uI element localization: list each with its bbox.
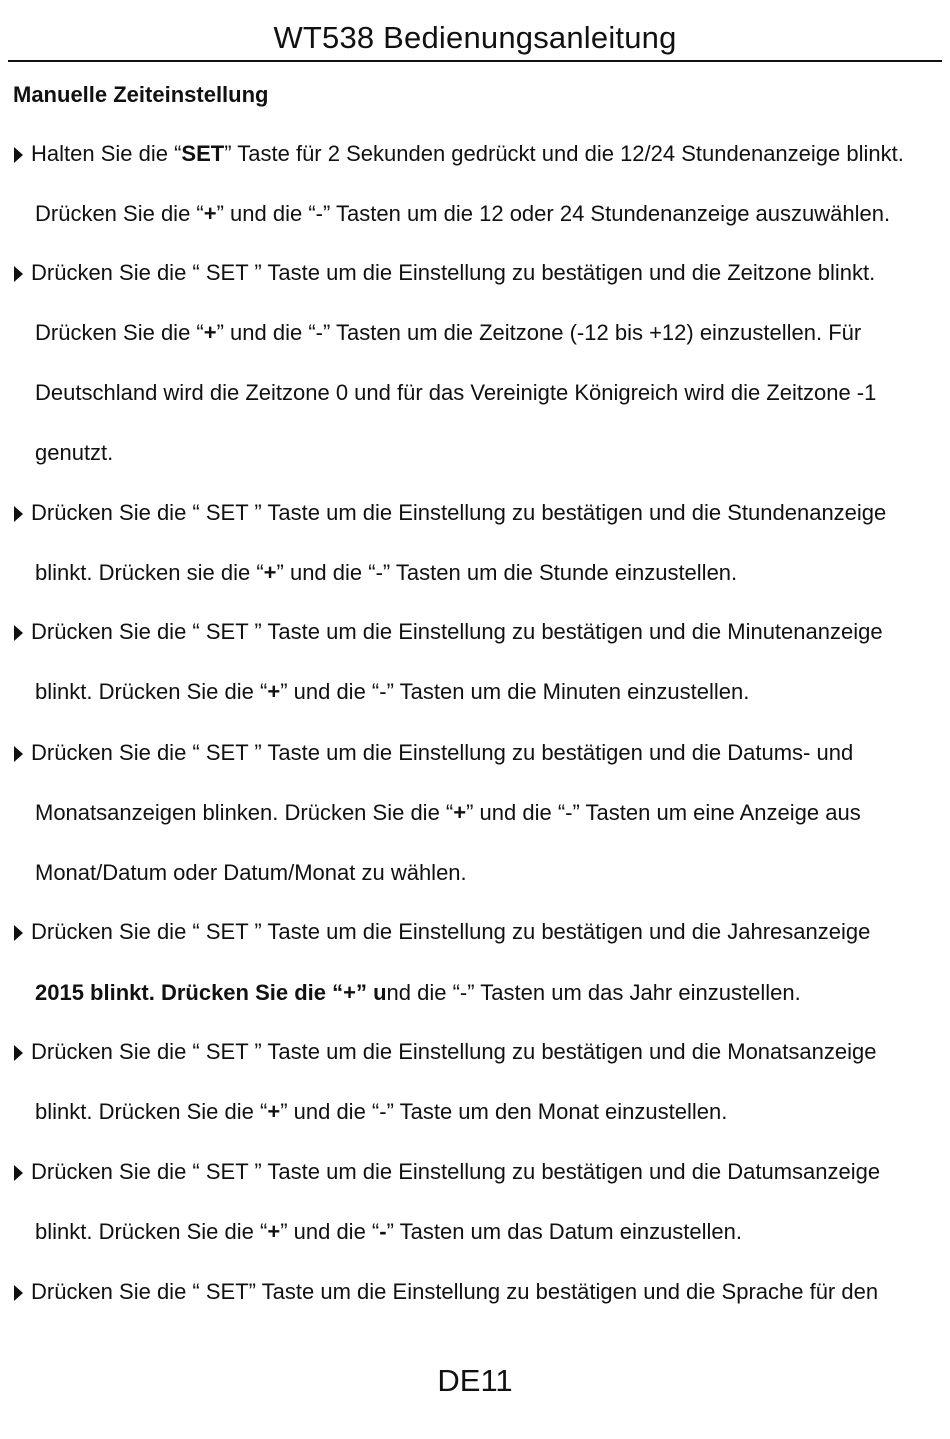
instruction-line xyxy=(35,978,801,1008)
emphasis-text: SET xyxy=(181,141,225,166)
line-text: Drücken Sie die “ SET ” Taste um die Einstellung zu bestätigen und die Datums- und xyxy=(31,740,854,765)
line-text: blinkt. Drücken Sie die “ xyxy=(35,1099,268,1124)
line-text: Drücken Sie die “ SET ” Taste um die Einstellung zu bestätigen und die Stundenanzeige xyxy=(31,500,887,525)
line-text: ” Taste für 2 Sekunden gedrückt und die 12/24 Stundenanzeige blinkt. xyxy=(224,141,904,166)
line-text: Deutschland wird die Zeitzone 0 und für das Vereinigte Königreich wird die Zeitzone -1 xyxy=(35,380,877,405)
triangle-bullet-icon xyxy=(14,1165,23,1181)
line-text: Drücken Sie die “ SET” Taste um die Einstellung zu bestätigen und die Sprache für den xyxy=(31,1279,879,1304)
page-header xyxy=(8,18,942,62)
page-title: WT538 Bedienungsanleitung xyxy=(273,20,677,55)
line-text: blinkt. Drücken sie die “ xyxy=(35,560,264,585)
line-text: Drücken Sie die “ SET ” Taste um die Einstellung zu bestätigen und die Jahresanzeige xyxy=(31,919,871,944)
triangle-bullet-icon xyxy=(14,1285,23,1301)
instruction-line xyxy=(35,438,113,468)
instruction-line-bullet xyxy=(14,498,886,528)
instruction-line xyxy=(35,558,737,588)
line-text: ” und die “-” Tasten um die Stunde einzustellen. xyxy=(276,560,738,585)
line-text: genutzt. xyxy=(35,440,114,465)
emphasis-text: + xyxy=(453,800,467,825)
line-text: ” und die “-” Tasten um die Minuten einzustellen. xyxy=(280,679,750,704)
emphasis-text: + xyxy=(267,1219,281,1244)
emphasis-text: + xyxy=(203,320,217,345)
instruction-line xyxy=(35,1217,742,1247)
triangle-bullet-icon xyxy=(14,1045,23,1061)
instruction-line xyxy=(35,199,890,229)
instruction-line-bullet xyxy=(14,917,870,947)
line-text: Drücken Sie die “ SET ” Taste um die Einstellung zu bestätigen und die Minutenanzeige xyxy=(31,619,883,644)
instruction-line xyxy=(35,1097,727,1127)
emphasis-text: + xyxy=(267,1099,281,1124)
emphasis-text: + xyxy=(267,679,281,704)
line-text: Drücken Sie die “ xyxy=(35,201,204,226)
instruction-line-bullet xyxy=(14,1157,880,1187)
line-text: nd die “-” Tasten um das Jahr einzustellen. xyxy=(386,980,801,1005)
instruction-line-bullet xyxy=(14,1277,878,1307)
line-text: Drücken Sie die “ xyxy=(35,320,204,345)
triangle-bullet-icon xyxy=(14,625,23,641)
line-text: ” und die “-” Tasten um die Zeitzone (-12 bis +12) einzustellen. Für xyxy=(216,320,862,345)
triangle-bullet-icon xyxy=(14,746,23,762)
instruction-line-bullet xyxy=(14,139,904,169)
line-text: ” und die “ xyxy=(280,1219,380,1244)
instruction-line-bullet xyxy=(14,617,883,647)
instruction-line xyxy=(35,318,861,348)
instruction-line-bullet xyxy=(14,738,853,768)
instruction-line xyxy=(35,798,861,828)
line-text: blinkt. Drücken Sie die “ xyxy=(35,1219,268,1244)
line-text: Drücken Sie die “ SET ” Taste um die Einstellung zu bestätigen und die Datumsanzeige xyxy=(31,1159,881,1184)
emphasis-text: + xyxy=(203,201,217,226)
instruction-line-bullet xyxy=(14,1037,876,1067)
line-text: ” und die “-” Taste um den Monat einzustellen. xyxy=(280,1099,728,1124)
instruction-line xyxy=(35,858,467,888)
emphasis-text: - xyxy=(379,1219,387,1244)
line-text: Drücken Sie die “ SET ” Taste um die Einstellung zu bestätigen und die Monatsanzeige xyxy=(31,1039,877,1064)
line-text: blinkt. Drücken Sie die “ xyxy=(35,679,268,704)
line-text: Monatsanzeigen blinken. Drücken Sie die “ xyxy=(35,800,454,825)
line-text: Drücken Sie die “ SET ” Taste um die Einstellung zu bestätigen und die Zeitzone blinkt. xyxy=(31,260,876,285)
instruction-line xyxy=(35,378,876,408)
triangle-bullet-icon xyxy=(14,147,23,163)
line-text: ” Tasten um das Datum einzustellen. xyxy=(386,1219,743,1244)
instruction-line-bullet xyxy=(14,258,875,288)
triangle-bullet-icon xyxy=(14,266,23,282)
emphasis-text: + xyxy=(263,560,277,585)
instruction-line xyxy=(35,677,749,707)
emphasis-text: 2015 blinkt. Drücken Sie die “+” u xyxy=(35,980,387,1005)
line-text: ” und die “-” Tasten um die 12 oder 24 Stundenanzeige auszuwählen. xyxy=(216,201,891,226)
section-heading: Manuelle Zeiteinstellung xyxy=(13,82,269,107)
line-text: Halten Sie die “ xyxy=(31,141,182,166)
page-number: DE11 xyxy=(437,1363,513,1398)
line-text: Monat/Datum oder Datum/Monat zu wählen. xyxy=(35,860,467,885)
triangle-bullet-icon xyxy=(14,925,23,941)
triangle-bullet-icon xyxy=(14,506,23,522)
line-text: ” und die “-” Tasten um eine Anzeige aus xyxy=(466,800,861,825)
